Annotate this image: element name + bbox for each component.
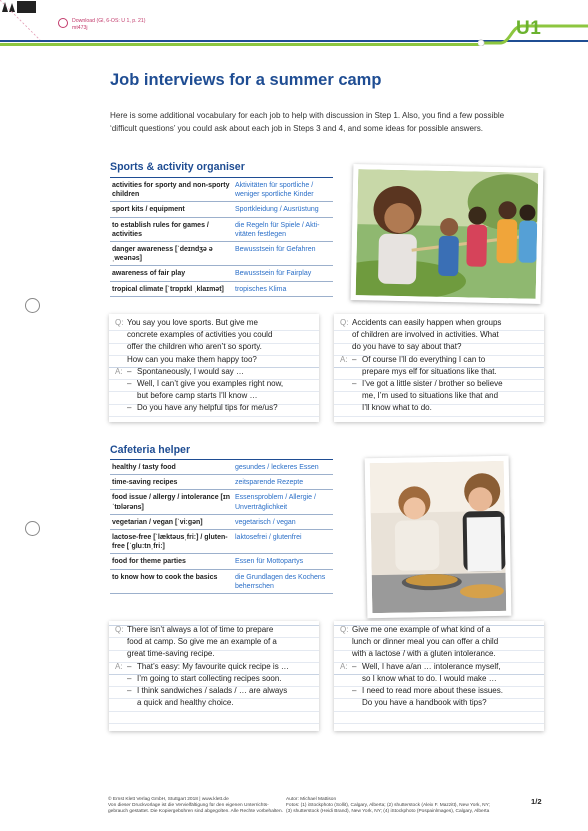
answer-text: I’ve got a little sister / brother so believe <box>362 379 503 389</box>
vocab-row <box>110 530 333 554</box>
vocab-german: Aktivitäten für sportliche / weniger sportliche Kinder <box>233 178 333 202</box>
section-heading-sports: Sports & activity organiser <box>110 161 245 173</box>
answer-label <box>340 390 352 402</box>
vocab-row <box>110 490 333 514</box>
page-title: Job interviews for a summer camp <box>110 71 382 89</box>
vocab-german: zeitsparende Rezepte <box>233 475 333 490</box>
question-text: concrete examples of activities you could <box>127 330 273 340</box>
answer-label <box>340 402 352 414</box>
answer-bullet <box>352 390 362 402</box>
question-line <box>340 624 538 636</box>
answer-bullet: – <box>352 354 357 364</box>
answer-bullet: – <box>127 661 132 671</box>
vocab-row <box>110 242 333 266</box>
credits-line: (3) shutterstock (Heidi Brand), New York, NY; (4) iStockphoto (Pospainlmages), Calgary, Alberta <box>286 809 490 815</box>
qa-card-cafeteria-left <box>109 621 319 731</box>
question-text: offer the children who aren’t so sporty. <box>127 342 262 352</box>
answer-label <box>340 378 352 390</box>
answer-label <box>340 366 352 378</box>
answer-label <box>115 673 127 685</box>
vocab-row <box>110 569 333 593</box>
vocab-german: Bewusstsein für Gefahren <box>233 242 333 266</box>
vocab-english: vegetarian / vegan [ˈviːɡən] <box>110 514 233 529</box>
vocab-row <box>110 514 333 529</box>
answer-bullet <box>127 390 137 402</box>
download-note-line-1: Download (Gl, 6-OS: U 1, p. 21) <box>72 18 146 24</box>
vocab-english: tropical climate [ˈtrɒpɪkl ˌklaɪmət] <box>110 281 233 296</box>
answer-line <box>115 697 313 709</box>
answer-bullet: – <box>352 379 357 389</box>
answer-text: I’m going to start collecting recipes soon. <box>137 673 282 683</box>
answer-text: a quick and healthy choice. <box>137 698 234 708</box>
download-note[interactable] <box>58 18 146 32</box>
question-label <box>340 329 352 341</box>
question-line <box>340 317 538 329</box>
answer-bullet: – <box>352 686 357 696</box>
answer-label <box>115 378 127 390</box>
answer-label <box>115 697 127 709</box>
answer-text: Well, I can’t give you examples right now, <box>137 379 284 389</box>
tug-of-war-image <box>356 169 539 299</box>
binder-hole <box>25 298 40 313</box>
answer-text: so I know what to do. I would make … <box>362 673 497 683</box>
vocab-german: tropisches Klima <box>233 281 333 296</box>
header-band-green <box>0 43 480 46</box>
credits-line: Fotos: (1) iStockphoto (Sollit), Calgary, Alberta; (2) shutterstock (Aleix F. Mazzitt), New York, NY; <box>286 803 490 809</box>
question-text: There isn’t always a lot of time to prepare <box>127 625 274 634</box>
answer-label: A: <box>115 661 123 671</box>
vocab-row <box>110 217 333 241</box>
answer-text: but before camp starts I’ll know … <box>137 391 258 401</box>
page-number: 1/2 <box>531 797 542 806</box>
unit-label: U1 <box>516 18 542 39</box>
qa-card-cafeteria-right <box>334 621 544 731</box>
download-note-line-2: mt473j <box>72 25 88 31</box>
vocab-row <box>110 281 333 296</box>
question-text: Give me one example of what kind of a <box>352 625 491 634</box>
answer-line <box>340 366 538 378</box>
vocab-german: Essen für Mottopartys <box>233 554 333 569</box>
question-label: Q: <box>115 318 124 327</box>
question-label: Q: <box>340 318 349 327</box>
copyright-line: gebrauch gestattet. Die Kopiergebühren sind abgegolten. Alle Rechte vorbehalten. <box>108 809 283 815</box>
vocab-table-cafeteria <box>110 459 333 594</box>
question-line <box>340 341 538 353</box>
question-text: great time-saving recipe. <box>127 649 215 659</box>
download-icon <box>58 18 68 28</box>
intro-text: Here is some additional vocabulary for each job to help with discussion in Step 1. Also, you find a few possible ‘difficult questions’ you could ask about each job in Steps 3 and 4, and some ideas for possible answers. <box>110 111 505 133</box>
question-text: lunch or dinner meal you can offer a child <box>352 637 499 647</box>
vocab-english: sport kits / equipment <box>110 202 233 217</box>
answer-text: prepare mys elf for situations like that. <box>362 366 497 376</box>
answer-label <box>340 685 352 697</box>
question-label <box>115 636 127 648</box>
answer-bullet: – <box>127 403 132 413</box>
answer-text: Do you have any helpful tips for me/us? <box>137 403 278 413</box>
qa-card-sports-right <box>334 314 544 422</box>
question-line <box>340 648 538 660</box>
answer-bullet <box>352 697 362 709</box>
answer-label <box>115 402 127 414</box>
vocab-english: lactose-free [ˈlæktəʊsˌfriː] / gluten-free [ˈɡluːtnˌfriː] <box>110 530 233 554</box>
vocab-row <box>110 178 333 202</box>
vocab-english: healthy / tasty food <box>110 460 233 475</box>
copyright-line: © Ernst Klett Verlag GmbH, Stuttgart 2018 | www.klett.de <box>108 797 229 802</box>
question-line <box>115 636 313 648</box>
answer-text: I’ll know what to do. <box>362 403 432 413</box>
question-line <box>115 648 313 660</box>
answer-text: Well, I have a/an … intolerance myself, <box>362 661 501 671</box>
vocab-german: laktosefrei / glutenfrei <box>233 530 333 554</box>
answer-label <box>340 697 352 709</box>
vocab-english: awareness of fair play <box>110 266 233 281</box>
question-text: Accidents can easily happen when groups <box>352 318 502 327</box>
answer-line <box>115 390 313 402</box>
answer-line <box>340 697 538 709</box>
vocab-table-sports <box>110 177 333 297</box>
answer-bullet: – <box>127 366 132 376</box>
vocab-german: gesundes / leckeres Essen <box>233 460 333 475</box>
question-label: Q: <box>115 625 124 634</box>
question-line <box>115 329 313 341</box>
vocab-german: Sportkleidung / Ausrüstung <box>233 202 333 217</box>
vocab-english: food issue / allergy / intolerance [ɪnˈtɒlərəns] <box>110 490 233 514</box>
answer-text: Of course I’ll do everything I can to <box>362 354 486 364</box>
question-text: with a lactose / with a gluten intolerance. <box>352 649 496 659</box>
answer-line <box>340 402 538 414</box>
answer-line <box>340 378 538 390</box>
vocab-english: time-saving recipes <box>110 475 233 490</box>
credits-note <box>286 797 490 816</box>
vocab-english: activities for sporty and non-sporty children <box>110 178 233 202</box>
vocab-row <box>110 460 333 475</box>
vocab-row <box>110 475 333 490</box>
answer-bullet: – <box>127 673 132 683</box>
question-line <box>340 329 538 341</box>
answer-text: Spontaneously, I would say … <box>137 366 245 376</box>
answer-text: That’s easy: My favourite quick recipe is … <box>137 661 289 671</box>
vocab-row <box>110 266 333 281</box>
binder-hole <box>25 521 40 536</box>
answer-line <box>115 673 313 685</box>
question-label <box>340 341 352 353</box>
qa-card-sports-left <box>109 314 319 422</box>
answer-bullet: – <box>352 661 357 671</box>
answer-line <box>115 661 313 673</box>
question-label <box>115 341 127 353</box>
question-label <box>340 636 352 648</box>
answer-bullet: – <box>127 379 132 389</box>
vocab-german: vegetarisch / vegan <box>233 514 333 529</box>
vocab-german: die Grundlagen des Kochens beherrschen <box>233 569 333 593</box>
question-line <box>340 636 538 648</box>
answer-line <box>115 378 313 390</box>
answer-line <box>115 685 313 697</box>
answer-text: Do you have a handbook with tips? <box>362 698 487 708</box>
answer-label: A: <box>340 661 348 671</box>
answer-line <box>340 390 538 402</box>
answer-bullet <box>352 402 362 414</box>
answer-bullet: – <box>127 686 132 696</box>
photo-tug-of-war <box>351 164 544 304</box>
answer-line <box>115 366 313 378</box>
section-heading-cafeteria: Cafeteria helper <box>110 444 191 456</box>
answer-line <box>340 673 538 685</box>
vocab-german: Essensproblem / Allergie / Unverträglichkeit <box>233 490 333 514</box>
vocab-german: die Regeln für Spiele / Akti-vitäten festlegen <box>233 217 333 241</box>
question-line <box>115 354 313 366</box>
answer-line <box>340 354 538 366</box>
answer-line <box>115 402 313 414</box>
question-label: Q: <box>340 625 349 634</box>
answer-text: I think sandwiches / salads / … are always <box>137 686 288 696</box>
question-label <box>115 354 127 366</box>
copyright-note <box>108 797 283 816</box>
vocab-english: to establish rules for games / activities <box>110 217 233 241</box>
question-label <box>115 648 127 660</box>
question-label <box>115 329 127 341</box>
cooking-image <box>370 461 507 613</box>
vocab-german: Bewusstsein für Fairplay <box>233 266 333 281</box>
question-text: How can you make them happy too? <box>127 354 257 364</box>
question-line <box>115 624 313 636</box>
question-line <box>115 341 313 353</box>
answer-label <box>340 673 352 685</box>
answer-label <box>115 390 127 402</box>
credits-line: Autor: Michael Mattison <box>286 797 337 802</box>
answer-bullet <box>352 673 362 685</box>
publisher-name: Klett <box>76 801 89 807</box>
answer-text: I need to read more about these issues. <box>362 686 503 696</box>
question-text: You say you love sports. But give me <box>127 318 258 327</box>
question-text: do you have to say about that? <box>352 342 462 352</box>
vocab-english: to know how to cook the basics <box>110 569 233 593</box>
vocab-english: danger awareness [ˈdeɪndʒə əˌweənəs] <box>110 242 233 266</box>
question-label <box>340 648 352 660</box>
vocab-row <box>110 202 333 217</box>
answer-label: A: <box>340 354 348 364</box>
copyright-line: Von dieser Druckvorlage ist die Vervielfältigung für den eigenen Unterrichts- <box>108 803 269 809</box>
vocab-english: food for theme parties <box>110 554 233 569</box>
question-text: food at camp. So give me an example of a <box>127 637 277 647</box>
answer-bullet <box>352 366 362 378</box>
answer-line <box>340 685 538 697</box>
answer-label <box>115 685 127 697</box>
answer-line <box>340 661 538 673</box>
question-line <box>115 317 313 329</box>
answer-bullet <box>127 697 137 709</box>
answer-text: me, I’m used to situations like that and <box>362 391 499 401</box>
photo-cooking <box>365 456 512 618</box>
answer-label: A: <box>115 366 123 376</box>
vocab-row <box>110 554 333 569</box>
question-text: of children are involved in activities. What <box>352 330 499 340</box>
